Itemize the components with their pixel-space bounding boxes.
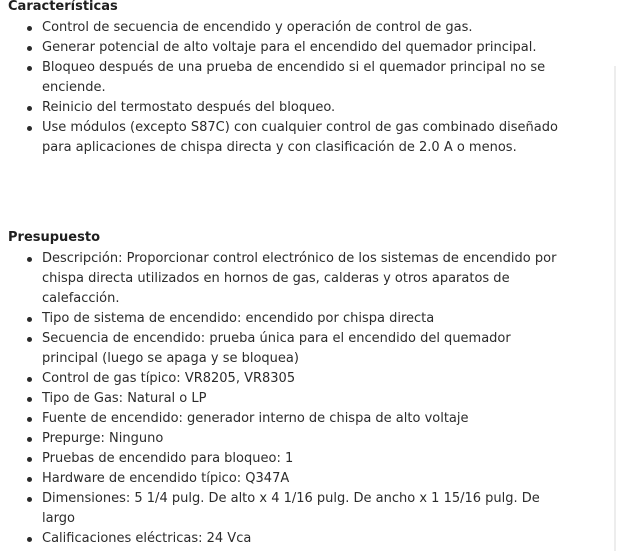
list-item: Fuente de encendido: generador interno de chispa de alto voltaje bbox=[0, 409, 560, 429]
list-item: Control de secuencia de encendido y operación de control de gas. bbox=[0, 18, 560, 38]
caracteristicas-list bbox=[0, 18, 560, 158]
list-item: Descripción: Proporcionar control electrónico de los sistemas de encendido por chispa directa utilizados en hornos de gas, calderas y otros aparatos de calefacción. bbox=[0, 249, 560, 309]
list-item: Pruebas de encendido para bloqueo: 1 bbox=[0, 449, 560, 469]
list-item: Tipo de sistema de encendido: encendido por chispa directa bbox=[0, 309, 560, 329]
list-item: Secuencia de encendido: prueba única para el encendido del quemador principal (luego se apaga y se bloquea) bbox=[0, 329, 560, 369]
presupuesto-list bbox=[0, 249, 560, 549]
list-item: Use módulos (excepto S87C) con cualquier control de gas combinado diseñado para aplicaciones de chispa directa y con clasificación de 2.0 A o menos. bbox=[0, 118, 560, 158]
list-item: Tipo de Gas: Natural o LP bbox=[0, 389, 560, 409]
list-item: Hardware de encendido típico: Q347A bbox=[0, 469, 560, 489]
scrollbar-thumb[interactable] bbox=[612, 0, 618, 64]
list-item: Prepurge: Ninguno bbox=[0, 429, 560, 449]
section-title-caracteristicas: Características bbox=[8, 0, 118, 14]
list-item: Bloqueo después de una prueba de encendido si el quemador principal no se enciende. bbox=[0, 58, 560, 98]
list-item: Control de gas típico: VR8205, VR8305 bbox=[0, 369, 560, 389]
list-item: Reinicio del termostato después del bloqueo. bbox=[0, 98, 560, 118]
section-title-presupuesto: Presupuesto bbox=[8, 230, 101, 245]
scrollbar-track[interactable] bbox=[614, 66, 616, 551]
list-item: Dimensiones: 5 1/4 pulg. De alto x 4 1/16 pulg. De ancho x 1 15/16 pulg. De largo bbox=[0, 489, 560, 529]
list-item: Calificaciones eléctricas: 24 Vca bbox=[0, 529, 560, 549]
list-item: Generar potencial de alto voltaje para el encendido del quemador principal. bbox=[0, 38, 560, 58]
